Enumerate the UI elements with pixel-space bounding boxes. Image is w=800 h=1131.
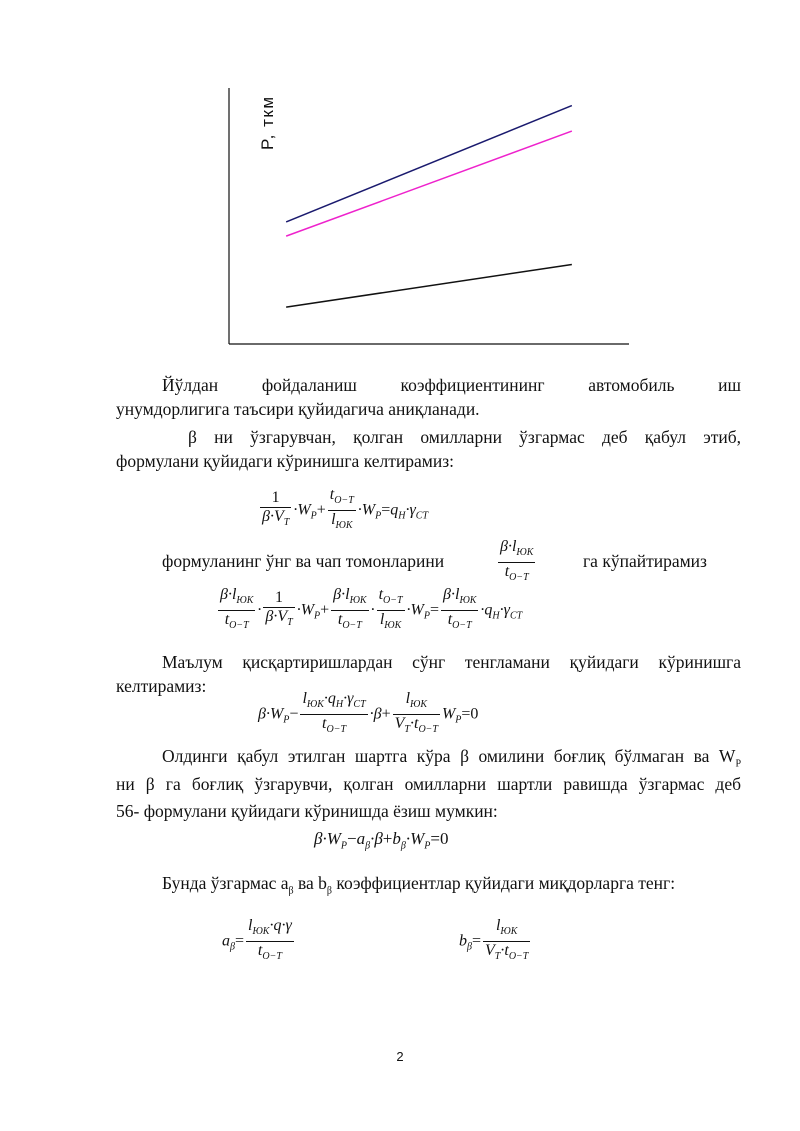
p6-c: коэффициентлар қуйидаги миқдорларга тенг: bbox=[332, 873, 676, 893]
formula-a-beta: $a_\beta=$ $\frac{l_{ЮК}\cdot q\cdot\gamma}{t_{O-T}}$ bbox=[222, 917, 292, 963]
paragraph-5-line-3: 56- формулани қуйидаги кўринишда ёзиш мумкин: bbox=[116, 801, 498, 821]
axes bbox=[229, 88, 629, 344]
word: коэффициентининг bbox=[400, 375, 545, 395]
formula-1: $\frac{1}{\beta\cdot V_T}$ $\cdot W_P+$ $\frac{t_{O-T}}{l_{ЮК}}$ $\cdot W_P=q_H\cdot\gamma_{CT}$ bbox=[262, 486, 429, 532]
word: фойдаланиш bbox=[261, 375, 357, 395]
word: автомобиль bbox=[588, 375, 675, 395]
p5-text: Олдинги қабул этилган шартга кўра β омилини боғлиқ бўлмаган ва W bbox=[162, 746, 736, 766]
paragraph-3-right: га кўпайтирамиз bbox=[583, 551, 707, 571]
paragraph-2-line-1: β ни ўзгарувчан, қолган омилларни ўзгармас деб қабул этиб, bbox=[188, 427, 741, 447]
series-line-1 bbox=[286, 106, 572, 222]
paragraph-2-line-2: формулани қуйидаги кўринишга келтирамиз: bbox=[116, 451, 455, 471]
formula-b-beta: $b_\beta=$ $\frac{l_{ЮК}}{V_T\cdot t_{O-T}}$ bbox=[459, 917, 529, 963]
word: Йўлдан bbox=[162, 375, 219, 395]
paragraph-4-line-2: келтирамиз: bbox=[116, 676, 207, 696]
y-axis-label: P, ткм bbox=[258, 95, 277, 150]
paragraph-4-line-1: Маълум қисқартиришлардан сўнг тенгламани қуйидаги кўринишга bbox=[162, 652, 741, 672]
paragraph-1-line-2: унумдорлигига таъсири қуйидагича аниқланади. bbox=[116, 399, 480, 419]
formula-multiplier: $\frac{\beta\cdot l_{ЮК}}{t_{O-T}}$ bbox=[500, 538, 534, 584]
p6-a: Бунда ўзгармас a bbox=[162, 873, 289, 893]
paragraph-3-left: формуланинг ўнг ва чап томонларини bbox=[162, 551, 445, 571]
formula-4: $\beta\cdot W_P-a_\beta\cdot\beta+b_\beta\cdot W_P=0$ bbox=[314, 829, 449, 852]
p6-sub1: β bbox=[288, 885, 294, 897]
formula-3: $\beta\cdot W_P-$ $\frac{l_{ЮК}\cdot q_H\cdot\gamma_{CT}}{t_{O-T}}$ ·β+ $\frac{l_{ЮК}}{V_T\cdot t_{O-T}}$ $W_P=0$ bbox=[258, 690, 479, 736]
paragraph-5-line-2: ни β га боғлиқ ўзгарувчи, қолган омилларни шартли равишда ўзгармас деб bbox=[116, 774, 741, 794]
paragraph-6 bbox=[162, 872, 675, 903]
p5-sub: P bbox=[735, 758, 741, 770]
series-line-2 bbox=[286, 131, 572, 236]
p6-b: ва b bbox=[293, 873, 327, 893]
paragraph-1-line-1 bbox=[116, 374, 741, 397]
word: иш bbox=[718, 375, 741, 395]
formula-2: $\frac{\beta\cdot l_{ЮК}}{t_{O-T}}$ · $\frac{1}{\beta\cdot V_T}$ $\cdot W_P+$ $\frac{\beta\cdot l_{ЮК}}{t_{O-T}}$ · $\frac{t_{O-T}}{l_{ЮК}}$ $\cdot W_P=$ $\frac{\beta\cdot l_{ЮК}}{t_{O-T}}$ $\cdot q_H\cdot\gamma_{CT}$ bbox=[220, 586, 523, 632]
series-line-3 bbox=[286, 265, 572, 308]
paragraph-5-line-1 bbox=[116, 745, 741, 776]
p6-sub2: β bbox=[326, 885, 332, 897]
chart bbox=[215, 80, 635, 350]
page-number: 2 bbox=[396, 1049, 404, 1064]
